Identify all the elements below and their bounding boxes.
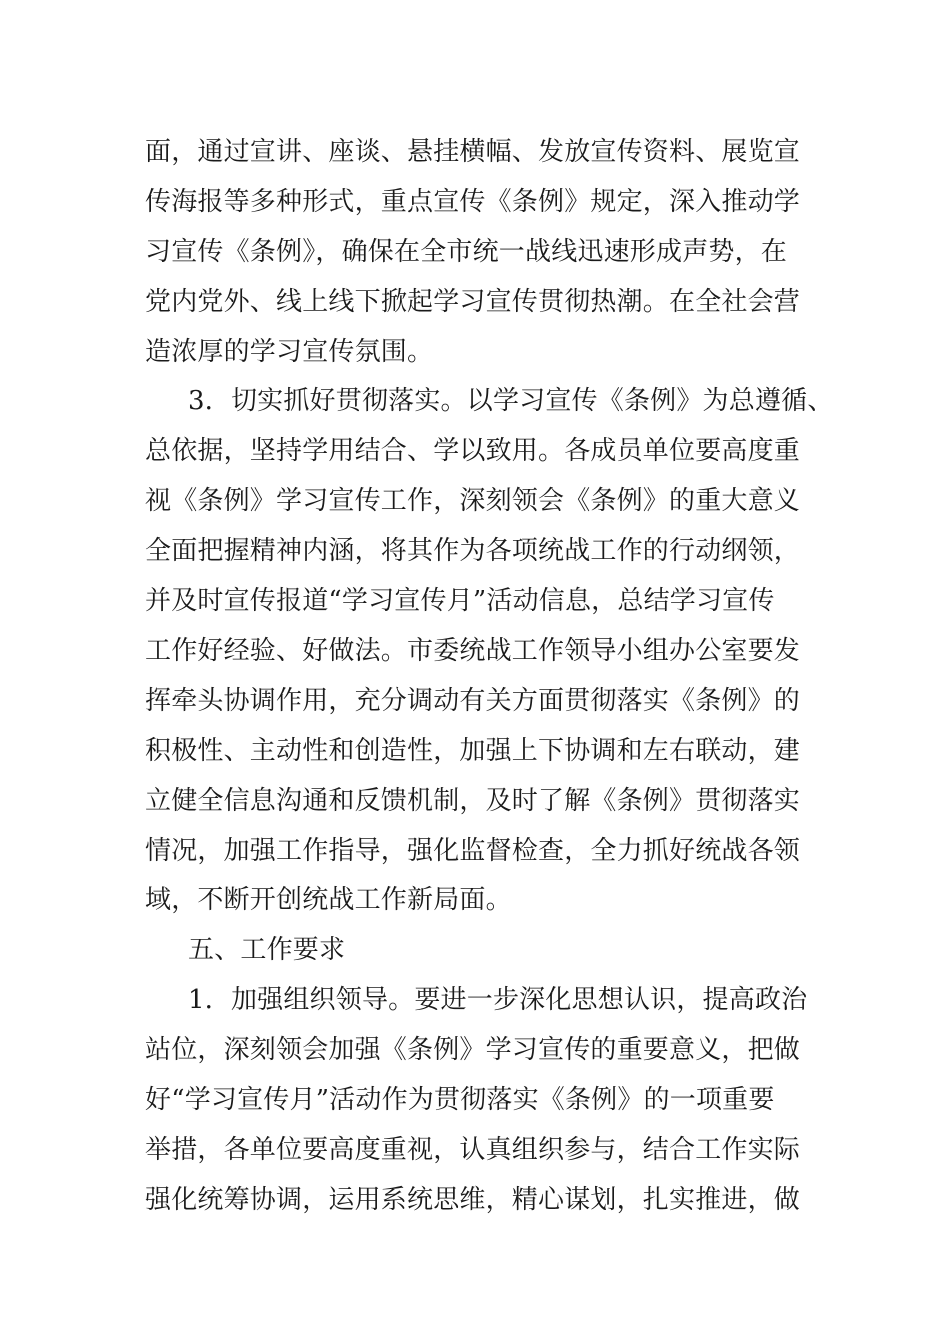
text-line: 习宣传《条例》，确保在全市统一战线迅速形成声势，在: [145, 237, 788, 267]
text-line: 工作好经验、好做法。市委统战工作领导小组办公室要发: [145, 636, 801, 666]
text-line: 面，通过宣讲、座谈、悬挂横幅、发放宣传资料、展览宣: [145, 137, 801, 167]
paragraph-heading-1: 1．加强组织领导。要进一步深化思想认识，提高政治: [188, 985, 808, 1015]
text-line: 挥牵头协调作用，充分调动有关方面贯彻落实《条例》的: [145, 686, 801, 716]
text-line: 传海报等多种形式，重点宣传《条例》规定，深入推动学: [145, 187, 801, 217]
text-line: 视《条例》学习宣传工作，深刻领会《条例》的重大意义: [145, 486, 801, 516]
text-line: 党内党外、线上线下掀起学习宣传贯彻热潮。在全社会营: [145, 287, 801, 317]
text-line: 情况，加强工作指导，强化监督检查，全力抓好统战各领: [145, 836, 801, 866]
text-line: 立健全信息沟通和反馈机制，及时了解《条例》贯彻落实: [145, 786, 801, 816]
text-line: 总依据，坚持学用结合、学以致用。各成员单位要高度重: [145, 436, 801, 466]
text-line: 站位，深刻领会加强《条例》学习宣传的重要意义，把做: [145, 1035, 801, 1065]
text-line: 并及时宣传报道“学习宣传月”活动信息，总结学习宣传: [145, 586, 775, 616]
text-line: 好“学习宣传月”活动作为贯彻落实《条例》的一项重要: [145, 1085, 775, 1115]
paragraph-heading-3: 3．切实抓好贯彻落实。以学习宣传《条例》为总遵循、: [188, 386, 834, 416]
text-line: 举措，各单位要高度重视，认真组织参与，结合工作实际: [145, 1135, 801, 1165]
text-line: 域，不断开创统战工作新局面。: [145, 885, 512, 915]
text-line: 全面把握精神内涵，将其作为各项统战工作的行动纲领，: [145, 536, 801, 566]
text-line: 积极性、主动性和创造性，加强上下协调和左右联动，建: [145, 736, 801, 766]
text-line: 造浓厚的学习宣传氛围。: [145, 337, 434, 367]
text-line: 强化统筹协调，运用系统思维，精心谋划，扎实推进，做: [145, 1185, 801, 1215]
section-heading: 五、工作要求: [188, 935, 346, 965]
